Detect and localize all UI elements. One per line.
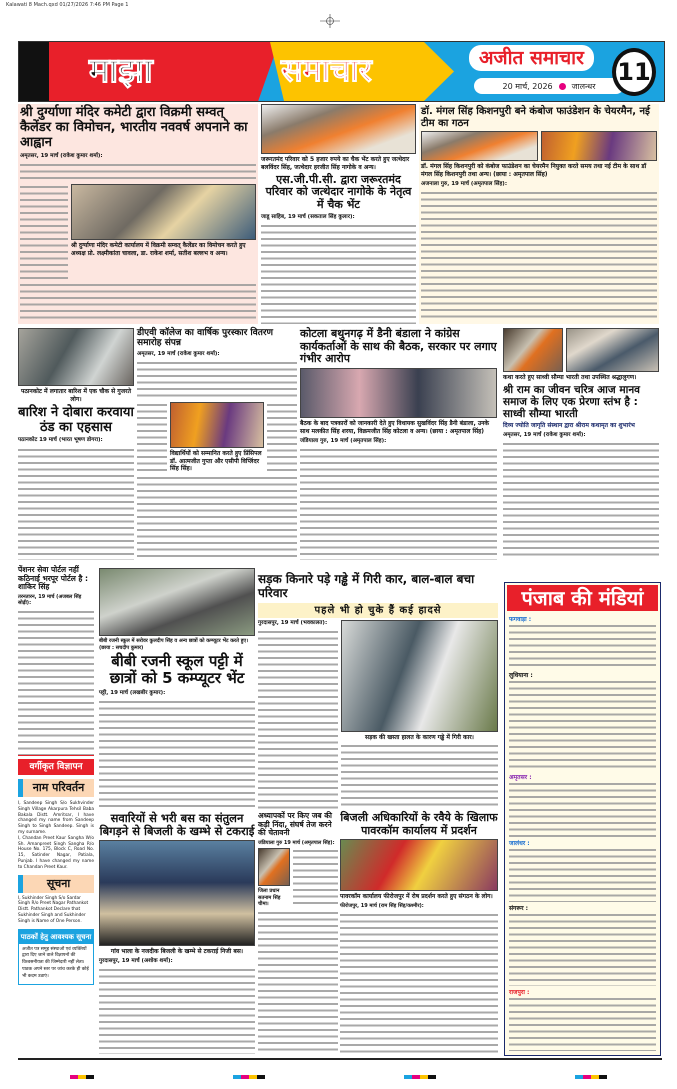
- dateline: अमृतसर, 19 मार्च (राकेश कुमार शर्मा):: [503, 431, 586, 438]
- photo-meeting: [300, 368, 497, 418]
- dateline: तरनतारन, 19 मार्च (अजबल सिंह सोढ़ी):: [18, 593, 82, 607]
- readers-notice-box: [18, 929, 94, 985]
- body-text: [137, 475, 297, 560]
- body-text: [293, 848, 338, 908]
- rates-text: [509, 847, 656, 902]
- city-label: जालंधर :: [509, 839, 530, 847]
- story-powercom: [340, 812, 498, 1054]
- headline: श्री दुर्ग्याणा मंदिर कमेटी द्वारा विक्रमी सम्वत् कैलेंडर का विमोचन, भारतीय नववर्ष अपनाने का आह्वान: [20, 105, 248, 150]
- city-label: फगवाड़ा :: [509, 616, 532, 623]
- photo-caption: गांव भाला के नजदीक बिजली के खम्भे से टकराई निजी बस।: [110, 948, 244, 956]
- dateline: पठानकोट 19 मार्च (भारत भूषण डोगरा):: [18, 437, 103, 444]
- photo-caption: डॉ. मंगल सिंह किशनपुरी को कंबोज फाउंडेशन का चेयरमैन नियुक्त करते समय तथा नई टीम के साथ डॉ मंगल सिंह किशनपुरी तथा अन्य। (छाया : अमृतपाल सिंह): [421, 163, 647, 178]
- notice-label: सूचना: [18, 875, 94, 893]
- edition-city: जालन्धर: [571, 81, 596, 91]
- body-text: [341, 743, 498, 809]
- headline: बीबी रजनी स्कूल पट्टी में छात्रों को 5 कम्प्यूटर भेंट: [109, 652, 245, 688]
- body-text: [18, 609, 94, 755]
- bottom-rule: [18, 1058, 662, 1060]
- masthead: [18, 41, 665, 102]
- readers-notice-text: अजीत पत्र समूह संस्थाओं एवं व्यक्तियों द्वारा दिए जाने वाले विज्ञापनों की विश्वसनीयता की जिम्मेदारी नहीं लेता। पाठक अपने स्तर पर जांच करके ही कोई भी कदम उठाएं।: [22, 946, 89, 980]
- photo-row: [421, 131, 657, 161]
- story-kotla: [300, 328, 497, 560]
- photo-award: [170, 402, 264, 448]
- body-text: [20, 282, 256, 322]
- dateline: अजनाला गुरु, 19 मार्च (अमृतपाल सिंह):: [421, 180, 508, 187]
- dateline: अमृतसर, 19 मार्च (राकेश कुमार शर्मा):: [20, 152, 103, 159]
- story-car: [258, 573, 498, 809]
- photo-devotees: [566, 328, 659, 372]
- classifieds-title: वर्गीकृत विज्ञापन: [18, 759, 94, 775]
- photo-caption: विद्यार्थियों को सम्मानित करते हुए प्रिंसिपल डॉ. आत्मजीत गुप्ता और एसीपी विप्लिंदर सिंह सिंह।: [170, 449, 262, 473]
- issue-date: 20 मार्च, 2026: [502, 81, 553, 91]
- photo-appointment: [421, 131, 538, 161]
- body-text: [258, 910, 338, 1054]
- headline: अध्यापकों पर किए जब की कड़ी निंदा, संघर्ष तेज करने की चेतावनी: [258, 811, 332, 838]
- photo-row: [503, 328, 659, 372]
- photo-row: [258, 848, 338, 908]
- photo-caption: बीबी रजनी स्कूल में सरोवर कुलदीप सिंह व अन्य छात्रों को कम्प्यूटर भेंट करते हुए। (छाया : सचदीप कुमार): [99, 638, 249, 651]
- body-text: [267, 402, 297, 473]
- page-number: 11: [612, 48, 656, 96]
- classifieds: [18, 759, 94, 985]
- headline: एस.जी.पी.सी. द्वारा जरूरतमंद परिवार को जत्थेदार नागोके के नेतृत्व में चैक भेंट: [265, 172, 412, 211]
- city-label: राजपुरा :: [509, 988, 530, 996]
- dateline: जाडू साहिब, 19 मार्च (सकताल सिंह कुलार):: [261, 213, 355, 220]
- story-durgiana: [18, 104, 258, 324]
- photo-caption: कथा करते हुए साध्वी सौम्या भारती तथा उपस्थित श्रद्धालुगण।: [503, 374, 637, 381]
- photo-caption: बैठक के बाद पत्रकारों को जानकारी देते हुए विधायक सुखविंदर सिंह डैनी बंडाला, उनके साथ मलकीत सिंह शरया, विक्रमजीत सिंह कोटला व अन्य। (छाया : अमृतपाल सिंह): [300, 419, 490, 435]
- story-dav: [137, 328, 297, 560]
- dateline: अमृतसर, 19 मार्च (राकेश कुमार शर्मा):: [137, 350, 220, 357]
- dateline: गुरदासपुर, 19 मार्च (भवकालत):: [258, 619, 328, 626]
- body-text: [20, 184, 68, 280]
- rates-text: [509, 912, 656, 986]
- body-text: [261, 223, 416, 324]
- notice: I, Chandan Preet Kaur Sangha W/o Sh. Amanpreet Singh Sangha R/o House No. 175, Block C, Road No. 15, Satinder Nagar, Patiala, Punjab. I have changed my name to Chandan Preet Kaur.: [18, 835, 94, 870]
- body-text: [421, 190, 657, 322]
- rates-text: [509, 996, 656, 1051]
- headline: पेंशनर सेवा पोर्टल नहीं कठिनाई भरपूर पोर्टल है : शाकिर सिंह: [18, 565, 89, 592]
- photo-bus: [99, 840, 255, 946]
- photo-row: [137, 402, 297, 473]
- body-text: [340, 912, 498, 1054]
- city-label: अमृतसर :: [509, 774, 532, 782]
- story-columns: [258, 620, 498, 809]
- headline: बारिश ने दोबारा करवाया ठंड का एहसास: [18, 404, 134, 435]
- photo-caption: जिला प्रधान सतनाम सिंह चीमा।: [258, 888, 281, 908]
- section-title: माझा: [89, 51, 153, 91]
- photo-cheque: [261, 104, 416, 154]
- photo-caption: श्री दुर्ग्याणा मंदिर कमेटी कार्यालय में विक्रमी सम्वत् कैलेंडर का विमोचन करते हुए अध्यक्ष प्रो. लक्ष्मीकांता चावला, डा. राकेश शर्मा, सतीश बल्लभ व अन्य।: [71, 241, 246, 257]
- headline: श्री राम का जीवन चरित्र आज मानव समाज के लिए एक प्रेरणा स्तंभ है : साध्वी सौम्या भारती: [503, 383, 641, 420]
- bullet-icon: [559, 83, 566, 90]
- registration-mark-icon: [320, 14, 340, 28]
- photo-caption: पठानकोट में लगातार बारिश में एक चौक से गुजरते लोग।: [20, 388, 131, 403]
- photo-sadhvi: [503, 328, 563, 372]
- headline: डीएवी कॉलेज का वार्षिक पुरस्कार वितरण समारोह संपन्न: [137, 328, 274, 349]
- story-pension: [18, 566, 94, 756]
- notice: I, Sandeep Singh S/o Sukhvinder Singh Village Akarpura Tehsil Baba Bakala Distt. Amritsar, I have changed my name from Sandeep Singh to Singh Sandeep. Singh is my surname.: [18, 801, 94, 835]
- photo-rain: [18, 328, 134, 386]
- story-rain: [18, 328, 134, 560]
- story-bus: [99, 812, 255, 1054]
- name-change-label: नाम परिवर्तन: [18, 779, 94, 797]
- photo-car-accident: [341, 620, 498, 732]
- headline: सवारियों से भरी बस का संतुलन बिगड़ने से बिजली के खम्भे से टकराई: [99, 811, 255, 839]
- story-teachers: [258, 812, 338, 1054]
- readers-notice-title: पाठकों हेतु आवश्यक सूचना: [19, 930, 93, 944]
- photo-caption: जरूरतमंद परिवार को 5 हजार रुपये का चैक भेंट करते हुए जत्थेदार बलविंदर सिंह, जत्थेदार हरजीत सिंह नागोके व अन्य।: [261, 156, 410, 171]
- photo-computers: [99, 568, 255, 636]
- photo-caption: पावरकॉम कार्यालय फीरोजपुर में रोष प्रदर्शन करते हुए संगठन के लोग।: [340, 893, 493, 901]
- dateline: गुरदासपुर, 19 मार्च (अशोक शर्मा):: [99, 958, 173, 965]
- mandiyan-list: [507, 611, 658, 1053]
- photo-row: [20, 184, 256, 280]
- section-title-2: समाचार: [281, 51, 372, 89]
- rates-text: [509, 623, 656, 669]
- rates-text: [509, 679, 656, 771]
- body-text: [99, 967, 255, 1054]
- headline: कोटला बथुनगढ़ में डैनी बंडाला ने कांग्रेस कार्यकर्ताओं के साथ की बैठक, सरकार पर लगाए गंभीर आरोप: [300, 327, 497, 366]
- story-sgpc: [261, 104, 416, 324]
- color-registration-bars: [0, 1064, 677, 1083]
- rates-text: [509, 781, 656, 836]
- headline: सड़क किनारे पड़े गड्ढे में गिरी कार, बाल-बाल बचा परिवार: [258, 572, 475, 600]
- body-text: [137, 360, 297, 400]
- mandiyan-title: पंजाब की मंडियां: [507, 585, 658, 611]
- story-kamboj: [419, 104, 659, 324]
- photo-caption: सड़क की खस्ता हालत के कारण गड्ढे में गिरी कार।: [365, 733, 474, 741]
- headline: बिजली अधिकारियों के रवैये के खिलाफ पावरकॉम कार्यालय में प्रदर्शन: [340, 811, 498, 837]
- dateline: फीरोजपुर, 19 मार्च (राम सिंह सिंह/कश्मीर):: [340, 903, 424, 910]
- city-label: संगरूर :: [509, 904, 529, 912]
- dateline: पट्टी, 19 मार्च (लखबीर कुमार):: [99, 689, 166, 696]
- headline: डॉ. मंगल सिंह किशनपुरी बने कंबोज फाउंडेशन के चेयरमैन, नई टीम का गठन: [421, 106, 650, 129]
- body-text: [18, 447, 134, 560]
- dateline: जंडियाला गुरु, 19 मार्च (अमृतपाल सिंह):: [300, 437, 387, 444]
- body-text: [503, 441, 659, 560]
- subheadline: पहले भी हो चुके हैं कई हादसे: [258, 603, 498, 618]
- photo-calendar-release: [71, 184, 256, 240]
- body-text: [258, 629, 338, 809]
- notice: I, Sukhinder Singh S/o Sardar Singh R/o Preet Nagar Pathankot Distt. Pathankot Declare that Sukhinder Singh and Sukhinder Singh is Name of One Person.: [18, 895, 89, 924]
- mandiyan-box: [504, 582, 661, 1056]
- notice-list: [18, 801, 94, 871]
- body-text: [137, 402, 167, 473]
- story-ram: [503, 328, 659, 560]
- print-slug: Kalawati 8 Mach.qxd 01/27/2026 7:46 PM Page 1: [6, 2, 129, 8]
- paper-name: अजीत समाचार: [469, 45, 594, 71]
- body-text: [300, 447, 497, 560]
- story-computers: [99, 568, 255, 808]
- photo-new-team: [541, 131, 658, 161]
- city-label: लुधियाना :: [509, 672, 533, 680]
- photo-portrait: [258, 848, 290, 886]
- subheadline: दिव्य ज्योति जागृति संस्थान द्वारा श्रीराम कथामृत का शुभारंभ: [503, 421, 635, 429]
- body-text: [20, 162, 256, 182]
- dateline: जंडियाला गुरु 19 मार्च (अमृतपाल सिंह):: [258, 839, 335, 846]
- body-text: [99, 699, 255, 808]
- photo-protest: [340, 839, 498, 891]
- date-pill: [474, 78, 624, 94]
